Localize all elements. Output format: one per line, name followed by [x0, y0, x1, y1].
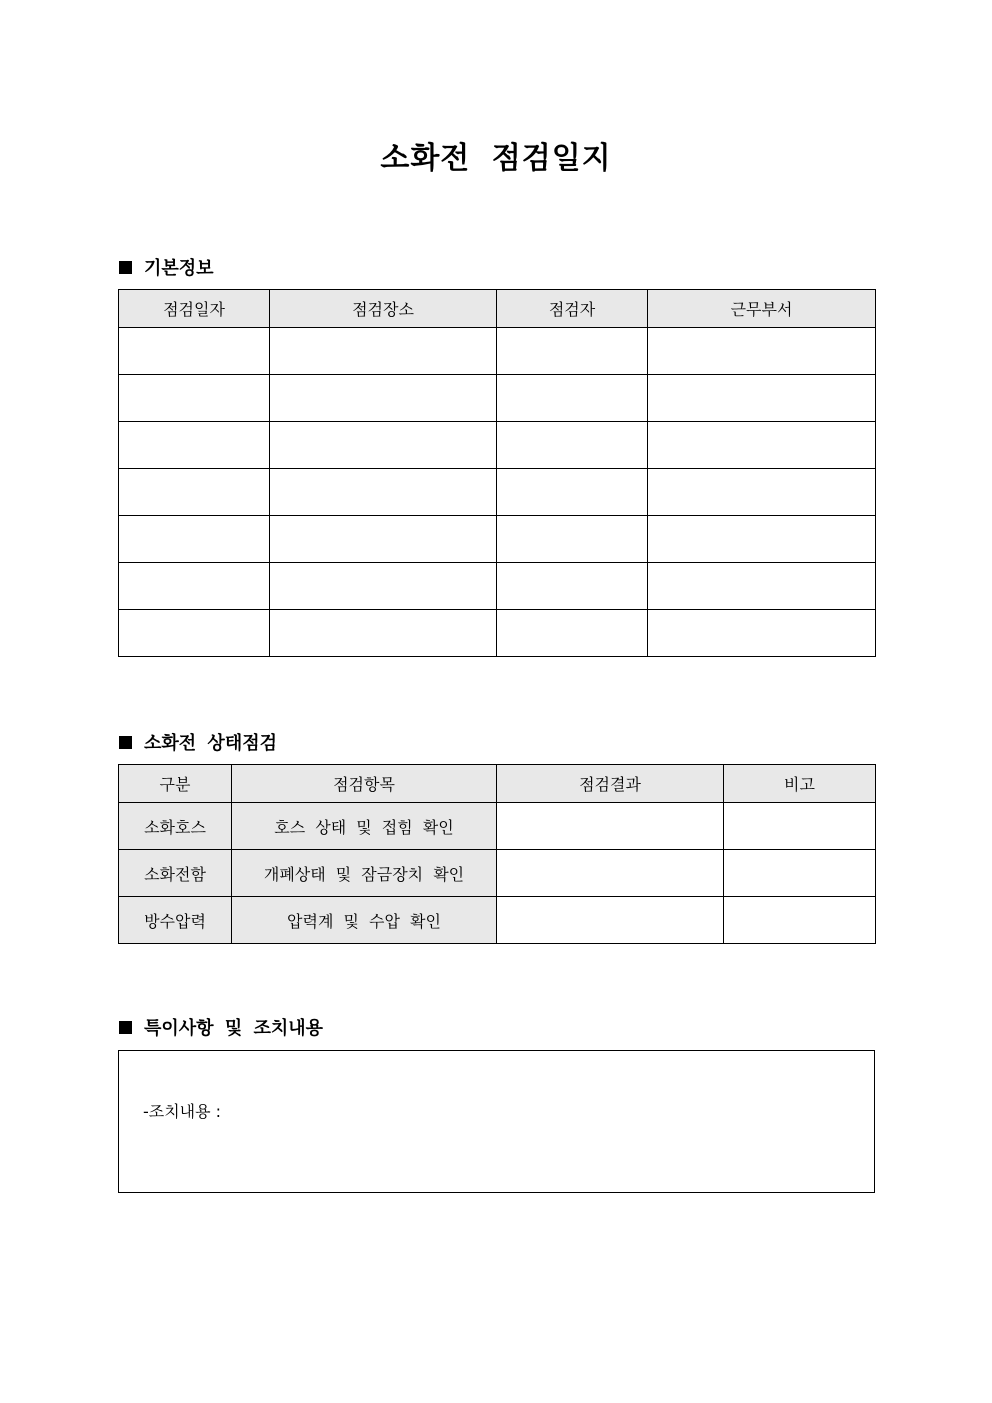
date-cell[interactable] — [119, 563, 270, 610]
table-header-row — [119, 290, 876, 328]
location-cell[interactable] — [270, 375, 497, 422]
table-row — [119, 422, 876, 469]
column-header-date: 점검일자 — [119, 290, 270, 328]
column-header-location: 점검장소 — [270, 290, 497, 328]
note-cell[interactable] — [724, 850, 876, 897]
status-check-heading — [119, 729, 277, 755]
square-bullet-icon — [119, 1021, 132, 1034]
inspector-cell[interactable] — [497, 422, 648, 469]
item-cell: 호스 상태 및 접힘 확인 — [232, 803, 497, 850]
department-cell[interactable] — [648, 422, 876, 469]
department-cell[interactable] — [648, 469, 876, 516]
column-header-note: 비고 — [724, 765, 876, 803]
remarks-heading — [119, 1014, 323, 1040]
inspector-cell[interactable] — [497, 469, 648, 516]
location-cell[interactable] — [270, 328, 497, 375]
category-cell: 방수압력 — [119, 897, 232, 944]
location-cell[interactable] — [270, 516, 497, 563]
table-row — [119, 803, 876, 850]
square-bullet-icon — [119, 736, 132, 749]
table-row — [119, 469, 876, 516]
inspector-cell[interactable] — [497, 563, 648, 610]
status-check-heading-text: 소화전 상태점검 — [144, 733, 277, 754]
location-cell[interactable] — [270, 563, 497, 610]
square-bullet-icon — [119, 261, 132, 274]
date-cell[interactable] — [119, 422, 270, 469]
basic-info-heading — [119, 254, 214, 280]
inspector-cell[interactable] — [497, 610, 648, 657]
date-cell[interactable] — [119, 375, 270, 422]
department-cell[interactable] — [648, 328, 876, 375]
table-row — [119, 897, 876, 944]
result-cell[interactable] — [497, 897, 724, 944]
category-cell: 소화호스 — [119, 803, 232, 850]
column-header-department: 근무부서 — [648, 290, 876, 328]
location-cell[interactable] — [270, 610, 497, 657]
note-cell[interactable] — [724, 897, 876, 944]
result-cell[interactable] — [497, 803, 724, 850]
status-check-table — [118, 764, 876, 944]
table-row — [119, 563, 876, 610]
location-cell[interactable] — [270, 469, 497, 516]
remarks-box[interactable] — [118, 1050, 875, 1193]
inspector-cell[interactable] — [497, 516, 648, 563]
remarks-heading-text: 특이사항 및 조치내용 — [144, 1018, 324, 1039]
date-cell[interactable] — [119, 610, 270, 657]
inspector-cell[interactable] — [497, 328, 648, 375]
department-cell[interactable] — [648, 563, 876, 610]
table-row — [119, 328, 876, 375]
item-cell: 개폐상태 및 잠금장치 확인 — [232, 850, 497, 897]
table-row — [119, 610, 876, 657]
basic-info-heading-text: 기본정보 — [144, 258, 214, 279]
result-cell[interactable] — [497, 850, 724, 897]
inspector-cell[interactable] — [497, 375, 648, 422]
department-cell[interactable] — [648, 375, 876, 422]
table-row — [119, 850, 876, 897]
category-cell: 소화전함 — [119, 850, 232, 897]
column-header-result: 점검결과 — [497, 765, 724, 803]
department-cell[interactable] — [648, 610, 876, 657]
table-header-row — [119, 765, 876, 803]
date-cell[interactable] — [119, 469, 270, 516]
department-cell[interactable] — [648, 516, 876, 563]
item-cell: 압력계 및 수압 확인 — [232, 897, 497, 944]
date-cell[interactable] — [119, 516, 270, 563]
location-cell[interactable] — [270, 422, 497, 469]
column-header-inspector: 점검자 — [497, 290, 648, 328]
column-header-item: 점검항목 — [232, 765, 497, 803]
date-cell[interactable] — [119, 328, 270, 375]
table-row — [119, 516, 876, 563]
page-title: 소화전 점검일지 — [380, 141, 612, 176]
basic-info-table — [118, 289, 876, 657]
column-header-category: 구분 — [119, 765, 232, 803]
note-cell[interactable] — [724, 803, 876, 850]
action-label: -조치내용 : — [143, 1102, 222, 1121]
table-row — [119, 375, 876, 422]
